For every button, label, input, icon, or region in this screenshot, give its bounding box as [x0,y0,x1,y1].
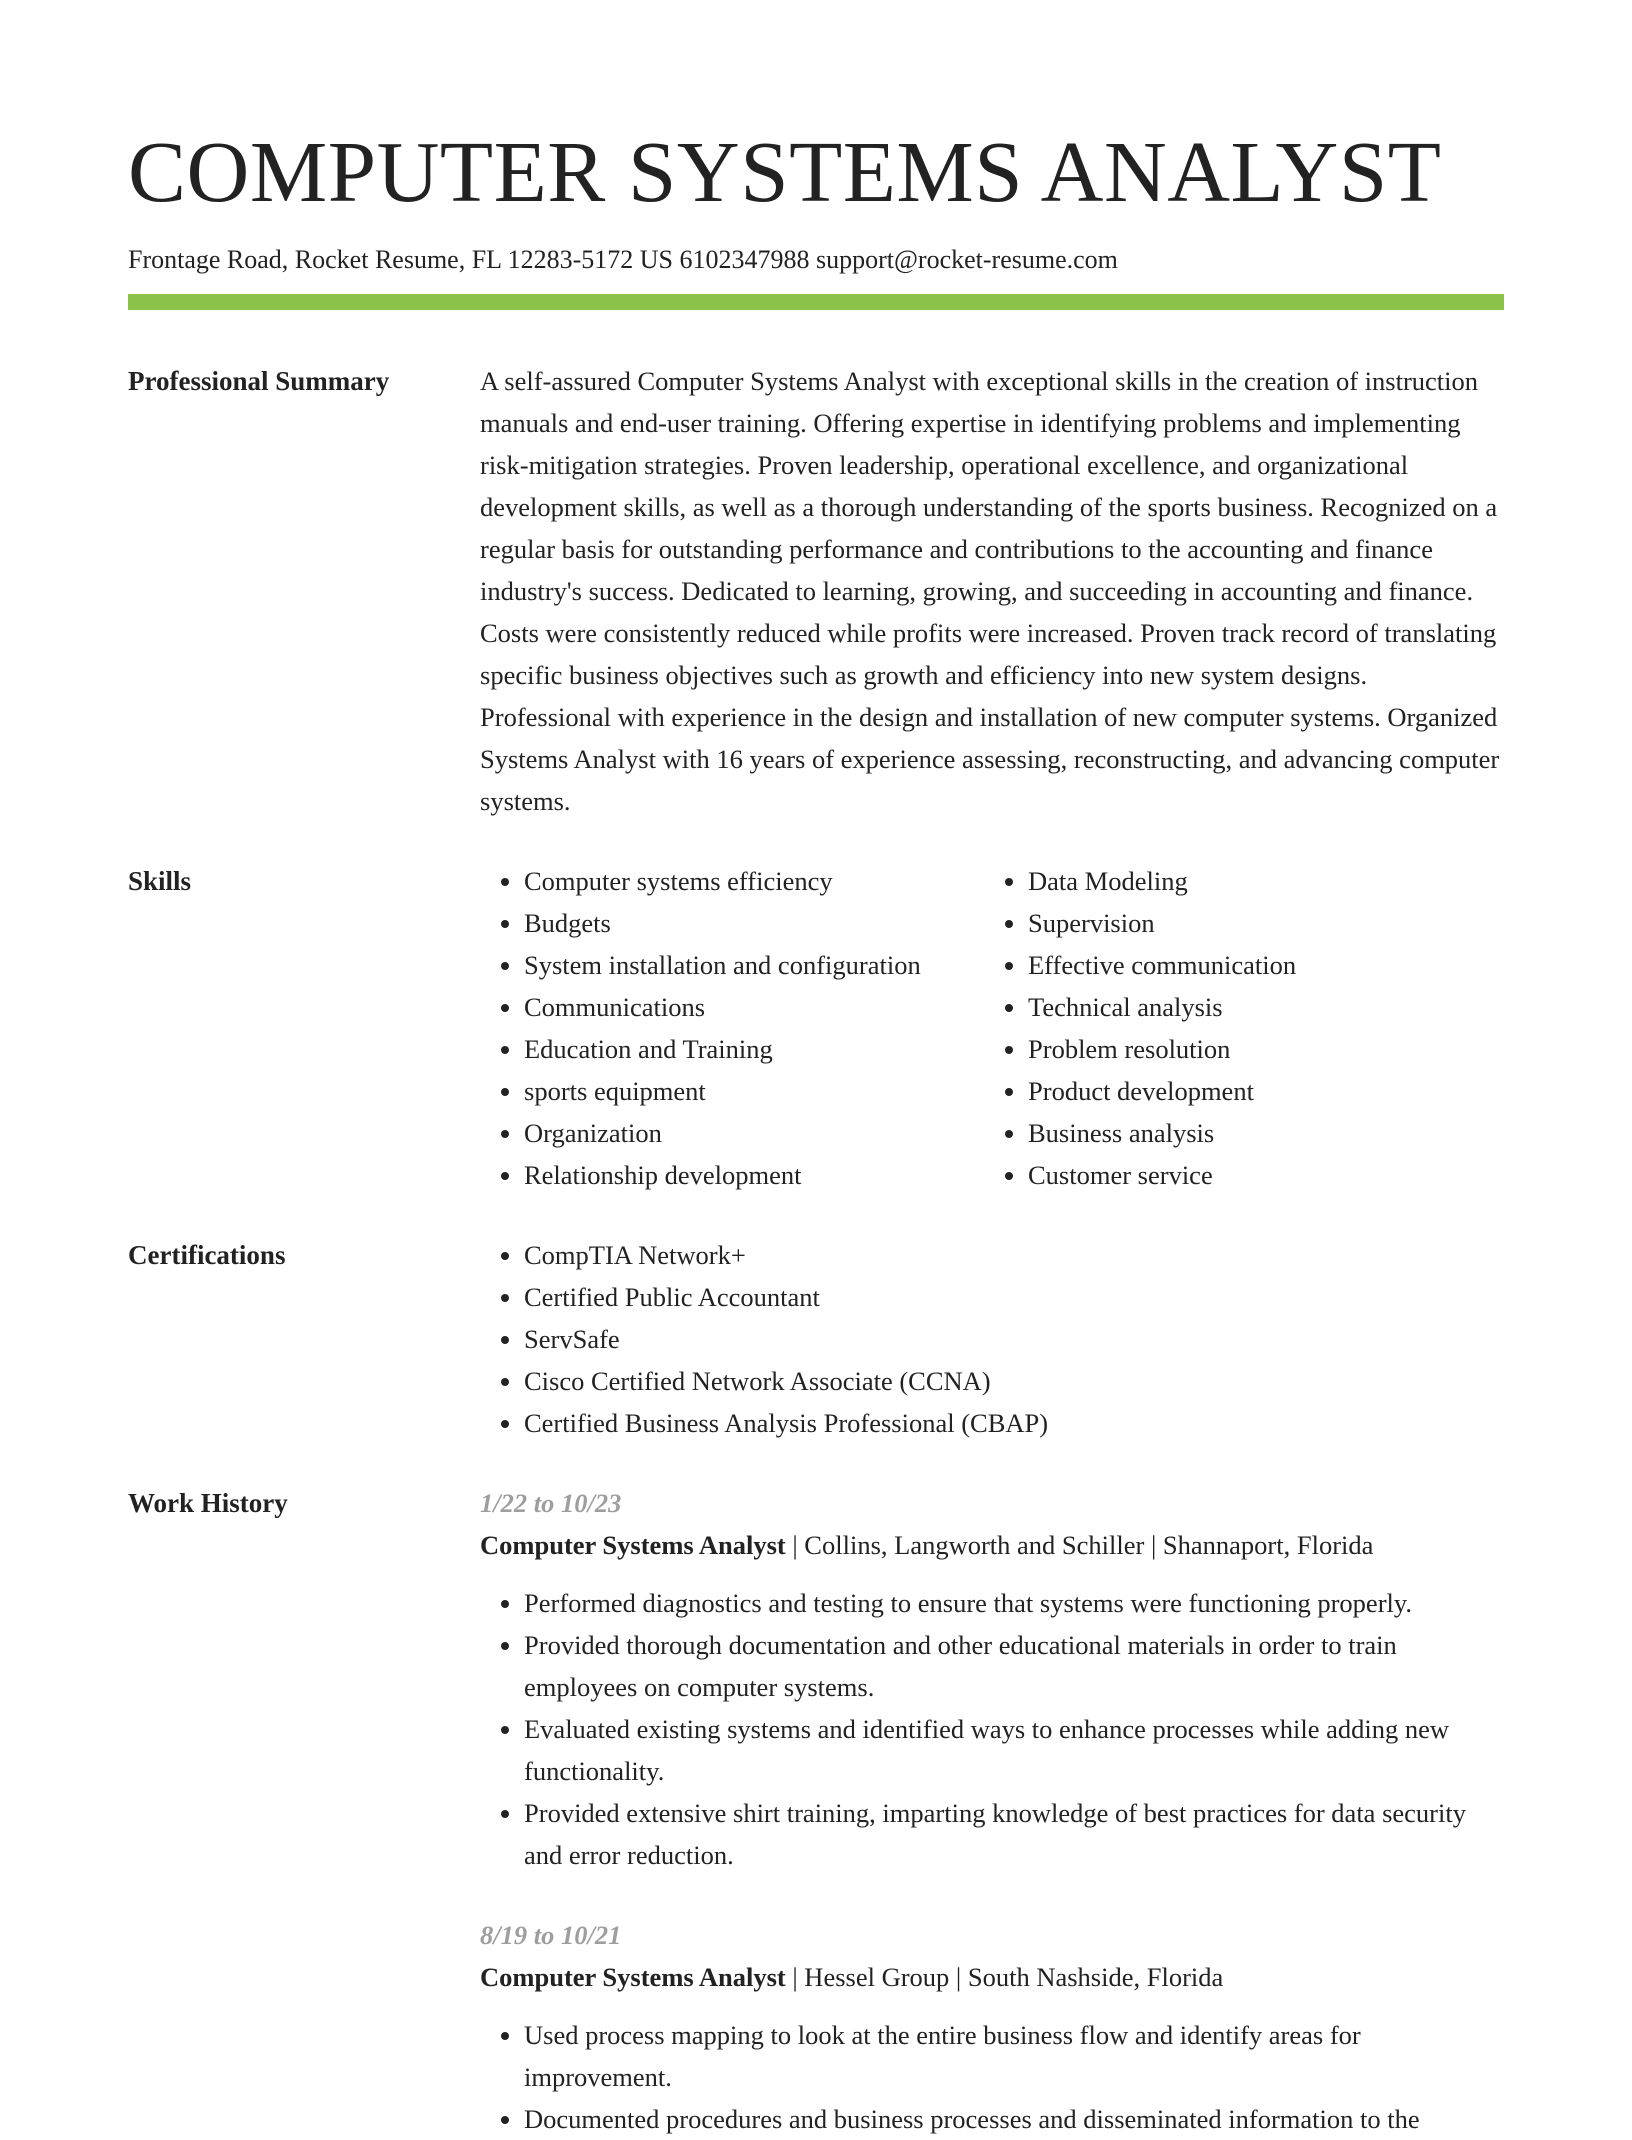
skill-item: • Business analysis [1028,1112,1504,1154]
job-bullet: • Provided extensive shirt training, imparting knowledge of best practices for data security and error reduction. [524,1792,1504,1876]
skills-section [128,860,1504,1196]
skill-item: • Problem resolution [1028,1028,1504,1070]
job-bullet: • Evaluated existing systems and identified ways to enhance processes while adding new functionality. [524,1708,1504,1792]
job-heading [480,1956,1504,1998]
skill-item: • Education and Training [524,1028,984,1070]
job-entry [480,1914,1504,2140]
resume-title: COMPUTER SYSTEMS ANALYST [128,123,1442,220]
skill-item: • Customer service [1028,1154,1504,1196]
job-employer-location: | Collins, Langworth and Schiller | Shannaport, Florida [785,1530,1374,1560]
certification-item: • ServSafe [524,1318,1504,1360]
job-bullet: • Used process mapping to look at the entire business flow and identify areas for improvement. [524,2014,1504,2098]
resume-page [128,120,1504,2140]
section-label-summary: Professional Summary [128,366,390,396]
contact-info: Frontage Road, Rocket Resume, FL 12283-5172 US 6102347988 support@rocket-resume.com [128,245,1118,274]
skill-item: • Organization [524,1112,984,1154]
work-history-body [480,1482,1504,2140]
skill-item: • Effective communication [1028,944,1504,986]
work-history-section [128,1482,1504,2140]
certification-item: • Certified Business Analysis Professional (CBAP) [524,1402,1504,1444]
job-bullets [480,1582,1504,1876]
section-label-certifications: Certifications [128,1240,286,1270]
section-label-work-history: Work History [128,1488,288,1518]
certification-item: • Cisco Certified Network Associate (CCNA) [524,1360,1504,1402]
skill-item: • Computer systems efficiency [524,860,984,902]
job-entry [480,1482,1504,1876]
skill-item: • Product development [1028,1070,1504,1112]
skill-item: • Technical analysis [1028,986,1504,1028]
skill-item: • Data Modeling [1028,860,1504,902]
job-bullets [480,2014,1504,2140]
job-heading [480,1524,1504,1566]
skills-body [480,860,1504,1196]
job-bullet: • Documented procedures and business processes and disseminated information to the [524,2098,1504,2140]
summary-section [128,360,1504,822]
skill-item: • Supervision [1028,902,1504,944]
section-label-skills: Skills [128,866,192,896]
certifications-body [480,1234,1504,1444]
job-employer-location: | Hessel Group | South Nashside, Florida [785,1962,1224,1992]
summary-text: A self-assured Computer Systems Analyst with exceptional skills in the creation of instruction manuals and end-user training. Offering expertise in identifying problems and implementing risk-mitigation strategies. Proven leadership, operational excellence, and organizational development skills, as well as a thorough understanding of the sports business. Recognized on a regular basis for outstanding performance and contributions to the accounting and finance industry's success. Dedicated to learning, growing, and succeeding in accounting and finance. Costs were consistently reduced while profits were increased. Proven track record of translating specific business objectives such as growth and efficiency into new system designs. Professional with experience in the design and installation of new computer systems. Organized Systems Analyst with 16 years of experience assessing, reconstructing, and advancing computer systems. [480,366,1500,816]
job-dates: 8/19 to 10/21 [480,1920,622,1950]
job-bullet: • Provided thorough documentation and other educational materials in order to train employees on computer systems. [524,1624,1504,1708]
skill-item: • Communications [524,986,984,1028]
accent-divider [128,294,1504,310]
certification-item: • Certified Public Accountant [524,1276,1504,1318]
skill-item: • sports equipment [524,1070,984,1112]
job-bullet: • Performed diagnostics and testing to ensure that systems were functioning properly. [524,1582,1504,1624]
skill-item: • Budgets [524,902,984,944]
job-title: Computer Systems Analyst [480,1530,786,1560]
skills-list-left [480,860,984,1196]
skills-list-right [984,860,1504,1196]
skill-item: • Relationship development [524,1154,984,1196]
certification-item: • CompTIA Network+ [524,1234,1504,1276]
job-dates: 1/22 to 10/23 [480,1488,622,1518]
certifications-list [480,1234,1504,1444]
certifications-section [128,1234,1504,1444]
skill-item: • System installation and configuration [524,944,984,986]
summary-body [480,360,1504,822]
job-title: Computer Systems Analyst [480,1962,786,1992]
